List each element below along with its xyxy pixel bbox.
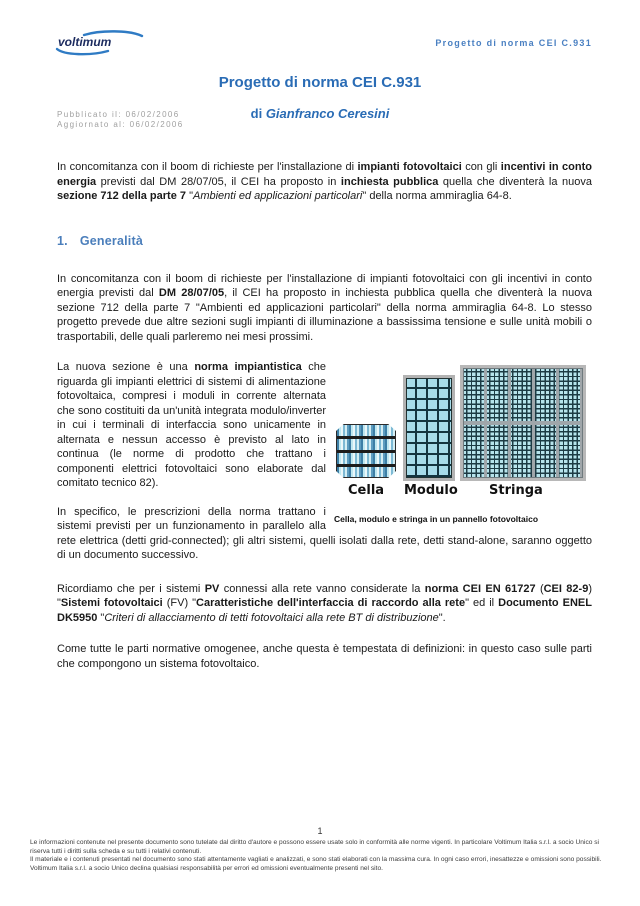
figure-label-modulo: Modulo xyxy=(404,483,458,498)
updated-date: Aggiornato al: 06/02/2006 xyxy=(57,120,184,129)
disclaimer-line-2: Il materiale e i contenuti presentati nel documento sono stati attentamente vagliati e analizzati, e sono stati elaborati con la massima cura. In ogni caso errori, inesattezze e omissioni sono possibili. Voltimum Italia s.r.l. a socio Unico declina qualsiasi responsabilità per errori ed omissioni eventualmente presenti nel sito. xyxy=(30,856,602,872)
section-title: Generalità xyxy=(79,233,143,248)
section-heading xyxy=(57,234,592,248)
author-name: Gianfranco Ceresini xyxy=(265,106,390,121)
header-document-reference: Progetto di norma CEI C.931 xyxy=(435,38,592,48)
paragraph-norma-impiantistica: La nuova sezione è una norma impiantistica che riguarda gli impianti elettrici di sistemi di alimentazione fotovoltaica, compresi i moduli in corrente alternata che sono costituiti da un'unità integrata modulo/inverter in cui i terminali di interfaccia sono unicamente in alternata e nessun accesso è previsto al lato in continua (le norme di prodotto che trattano i componenti elettrici fotovoltaici sono elaborate dal comitato tecnico 82). xyxy=(57,361,326,489)
intro-paragraph: In concomitanza con il boom di richieste per l'installazione di impianti fotovoltaici con gli incentivi in conto energia previsti dal DM 28/07/05, il CEI ha proposto in inchiesta pubblica quella che diventerà la nuova sezione 712 della parte 7 "Ambienti ed applicazioni particolari" della norma ammiraglia 64-8. xyxy=(57,161,592,202)
paragraph-generalita-1: In concomitanza con il boom di richieste per l'installazione di impianti fotovoltaici con gli incentivi in conto energia previsti dal DM 28/07/05, il CEI ha proposto in inchiesta pubblica quella che diventerà la nuova sezione 712 della parte 7 "Ambienti ed applicazioni particolari" della norma ammiraglia 64-8. Lo stesso progetto prevede due altre sezioni sugli impianti di illuminazione a bassissima tensione e sulle unità mobili o trasportabili, delle quali parleremo nei mesi prossimi. xyxy=(57,272,593,343)
voltimum-logo-graphic xyxy=(50,28,170,56)
paragraph-ricordiamo: Ricordiamo che per i sistemi PV connessi alla rete vanno considerate la norma CEI EN 61727 (CEI 82-9) "Sistemi fotovoltaici (FV) "Caratteristiche dell'interfaccia di raccordo alla rete" ed il Documento ENEL DK5950 "Criteri di allacciamento di tetti fotovoltaici alla rete BT di distribuzione". xyxy=(57,582,592,624)
string-illustration xyxy=(460,365,586,481)
figure-pv-panel xyxy=(334,362,620,524)
figure-label-stringa: Stringa xyxy=(489,483,543,498)
figure-caption: Cella, modulo e stringa in un pannello fotovoltaico xyxy=(334,514,539,524)
byline-prefix: di xyxy=(250,106,266,121)
document-body xyxy=(57,160,592,671)
logo-text: voltimum xyxy=(58,35,112,49)
module-illustration xyxy=(403,375,455,481)
page-title: Progetto di norma CEI C.931 xyxy=(218,74,422,91)
cell-illustration xyxy=(336,424,396,478)
text-figure-wrap xyxy=(57,360,592,563)
disclaimer-line-1: Le informazioni contenute nel presente documento sono tutelate dal diritto d'autore e possono essere usate solo in conformità alle norme vigenti. In particolare Voltimum Italia s.r.l. a socio Unico si riserva tutti i diritti sulla scheda e su tutti i relativi contenuti. xyxy=(30,839,599,855)
figure-canvas xyxy=(334,362,620,512)
paragraph-in-specifico: In specifico, le prescrizioni della norma trattano i sistemi previsti per un funzionamento in parallelo alla rete elettrica (detti grid-connected); gli altri sistemi, quelli isolati dalla rete, detti stand-alone, saranno oggetto di un documento successivo. xyxy=(57,505,592,561)
section-number: 1. xyxy=(57,233,68,248)
published-date: Pubblicato il: 06/02/2006 xyxy=(57,110,180,119)
paragraph-come-tutte: Come tutte le parti normative omogenee, anche questa è tempestata di definizioni: in questo caso sulle parti che compongono un sistema fotovoltaico. xyxy=(57,643,592,670)
footer-disclaimer xyxy=(30,839,612,873)
figure-label-cella: Cella xyxy=(348,483,385,498)
page-number: 1 xyxy=(317,826,323,836)
figure-labels xyxy=(334,483,620,501)
voltimum-logo xyxy=(50,28,170,61)
publication-dates xyxy=(57,110,184,130)
